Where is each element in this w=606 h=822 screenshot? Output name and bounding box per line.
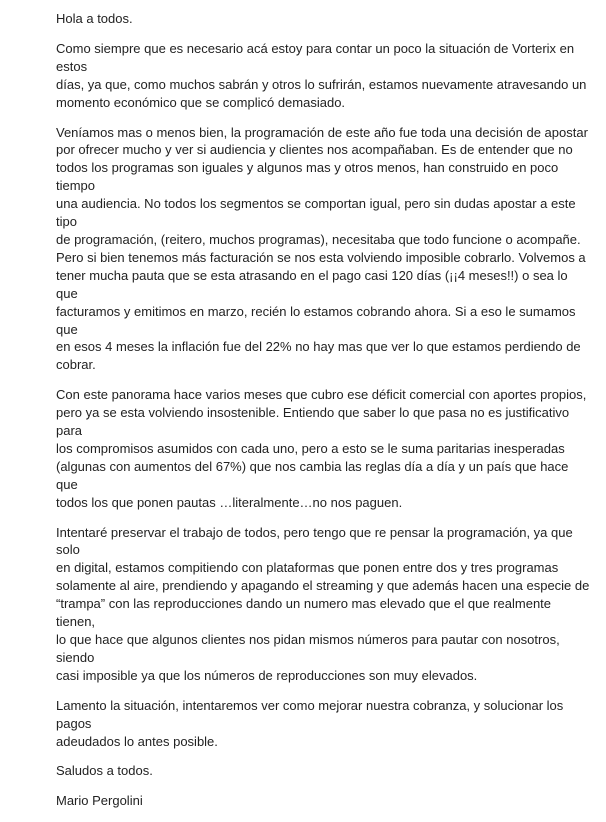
letter-paragraph-3: Con este panorama hace varios meses que cubro ese déficit comercial con aportes propios, pero ya se esta volviendo insostenible. Entiendo que saber lo que pasa no es justificativo para los compromisos asumidos con cada uno, pero a esto se le suma paritarias inesperadas (algunas con aumentos del 67%) que nos cambia las reglas día a día y un país que hace que todos los que ponen pautas …literalmente…no nos paguen. [56, 387, 587, 510]
letter-paragraph-1: Como siempre que es necesario acá estoy para contar un poco la situación de Vorterix en estos días, ya que, como muchos sabrán y otros lo sufrirán, estamos nuevamente atravesando un momento económico que se complicó demasiado. [56, 40, 587, 110]
letter-greeting: Hola a todos. [56, 11, 133, 26]
letter-page [56, 10, 592, 822]
letter-paragraph-5: Lamento la situación, intentaremos ver como mejorar nuestra cobranza, y solucionar los pagos adeudados lo antes posible. [56, 697, 564, 749]
letter-closing: Saludos a todos. [56, 763, 153, 779]
letter-paragraph-4: Intentaré preservar el trabajo de todos, pero tengo que re pensar la programación, ya que solo en digital, estamos compitiendo con plataformas que ponen entre dos y tres programas solamente al aire, prendiendo y apagando el streaming y que además hacen una especie de “trampa” con las reproducciones dando un numero mas elevado que el que realmente tienen, lo que hace que algunos clientes nos pidan mismos números para pautar con nosotros, siendo casi imposible ya que los números de reproducciones son muy elevados. [56, 524, 590, 683]
letter-paragraph-2: Veníamos mas o menos bien, la programación de este año fue toda una decisión de apostar por ofrecer mucho y ver si audiencia y clientes nos acompañaban. Es de entender que no todos los programas son iguales y algunos mas y otros menos, han construido en poco tiempo una audiencia. No todos los segmentos se comportan igual, pero sin dudas apostar a este tipo de programación, (reitero, muchos programas), necesitaba que todo funcione o acompañe. Pero si bien tenemos más facturación se nos esta volviendo imposible cobrarlo. Volvemos a tener mucha pauta que se esta atrasando en el pago casi 120 días (¡¡4 meses!!) o sea lo que facturamos y emitimos en marzo, recién lo estamos cobrando ahora. Si a eso le sumamos que en esos 4 meses la inflación fue del 22% no hay mas que ver lo que estamos perdiendo de cobrar. [56, 124, 588, 373]
letter-signature: Mario Pergolini [56, 793, 143, 809]
